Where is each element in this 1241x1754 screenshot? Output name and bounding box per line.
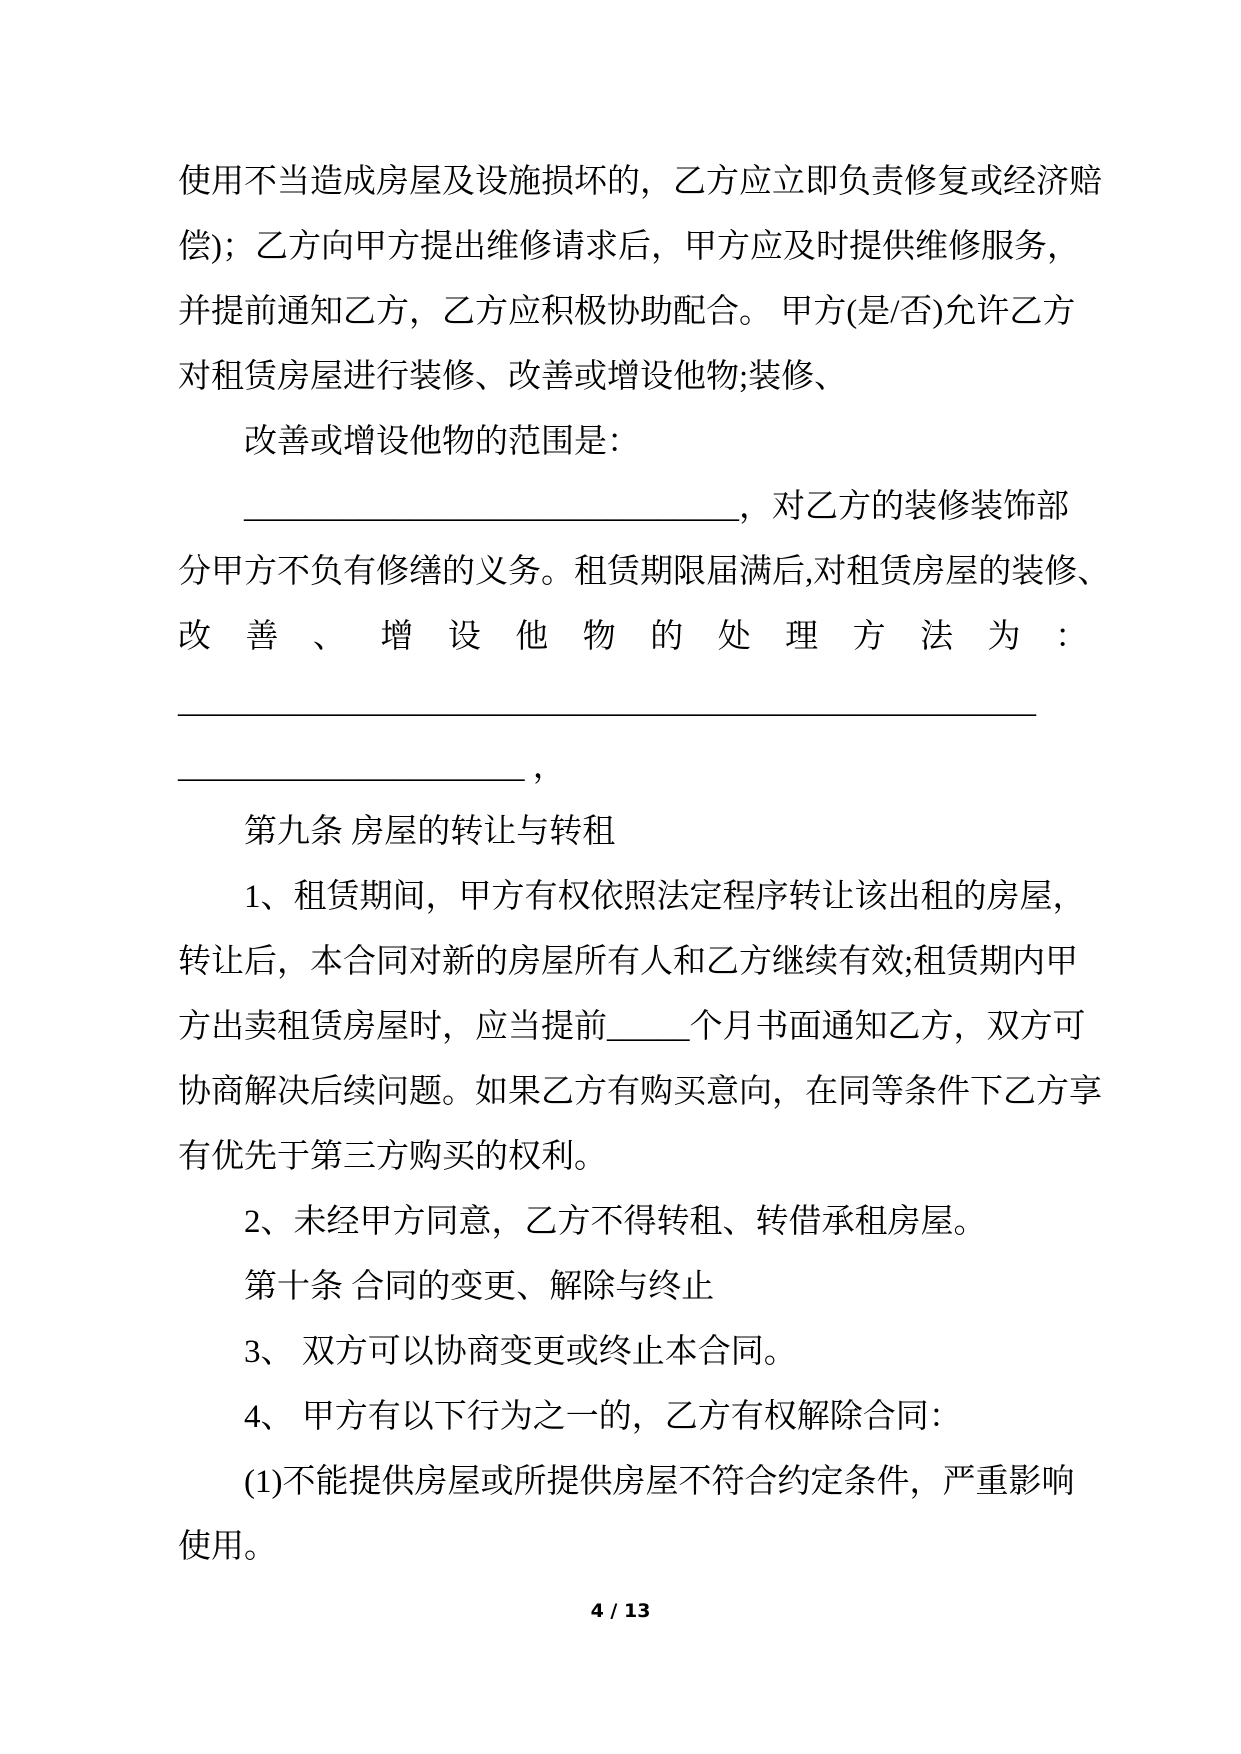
fill-in-blank-line: ____________________________________________________ (178, 684, 1036, 720)
text-line: 并提前通知乙方，乙方应积极协助配合。 甲方(是/否)允许乙方 (178, 294, 1076, 330)
text-line: 转让后，本合同对新的房屋所有人和乙方继续有效;租赁期内甲 (178, 944, 1079, 980)
fill-in-blank-line: 方出卖租赁房屋时，应当提前_____个月书面通知乙方，双方可 (178, 1009, 1086, 1045)
text-line: 改 善 、 增 设 他 物 的 处 理 方 法 为 ： (178, 619, 1089, 655)
contract-text-block (178, 150, 1111, 1580)
clause-9-heading-line: 第九条 房屋的转让与转租 (244, 814, 616, 850)
text-line: 有优先于第三方购买的权利。 (178, 1139, 607, 1175)
text-line: 偿)；乙方向甲方提出维修请求后，甲方应及时提供维修服务， (178, 229, 1080, 265)
text-line: 1、租赁期间，甲方有权依照法定程序转让该出租的房屋， (244, 879, 1086, 915)
text-line: 改善或增设他物的范围是： (244, 424, 640, 460)
clause-10-heading-line: 第十条 合同的变更、解除与终止 (244, 1269, 715, 1305)
page-number: 4 / 13 (590, 1600, 651, 1622)
text-line: 使用。 (178, 1529, 277, 1565)
text-line: 对租赁房屋进行装修、改善或增设他物;装修、 (178, 359, 848, 395)
text-line: 4、 甲方有以下行为之一的，乙方有权解除合同： (244, 1399, 962, 1435)
text-line: 分甲方不负有修缮的义务。租赁期限届满后,对租赁房屋的装修、 (178, 554, 1111, 590)
fill-in-blank-line: _____________________ ， (178, 749, 566, 785)
text-line: 2、未经甲方同意，乙方不得转租、转借承租房屋。 (244, 1204, 987, 1240)
text-line: 3、 双方可以协商变更或终止本合同。 (244, 1334, 797, 1370)
fill-in-blank-line: ______________________________，对乙方的装修装饰部 (244, 489, 1069, 525)
text-line: 协商解决后续问题。如果乙方有购买意向，在同等条件下乙方享 (178, 1074, 1102, 1110)
text-line: 使用不当造成房屋及设施损坏的，乙方应立即负责修复或经济赔 (178, 164, 1102, 200)
text-line: (1)不能提供房屋或所提供房屋不符合约定条件，严重影响 (244, 1464, 1075, 1500)
